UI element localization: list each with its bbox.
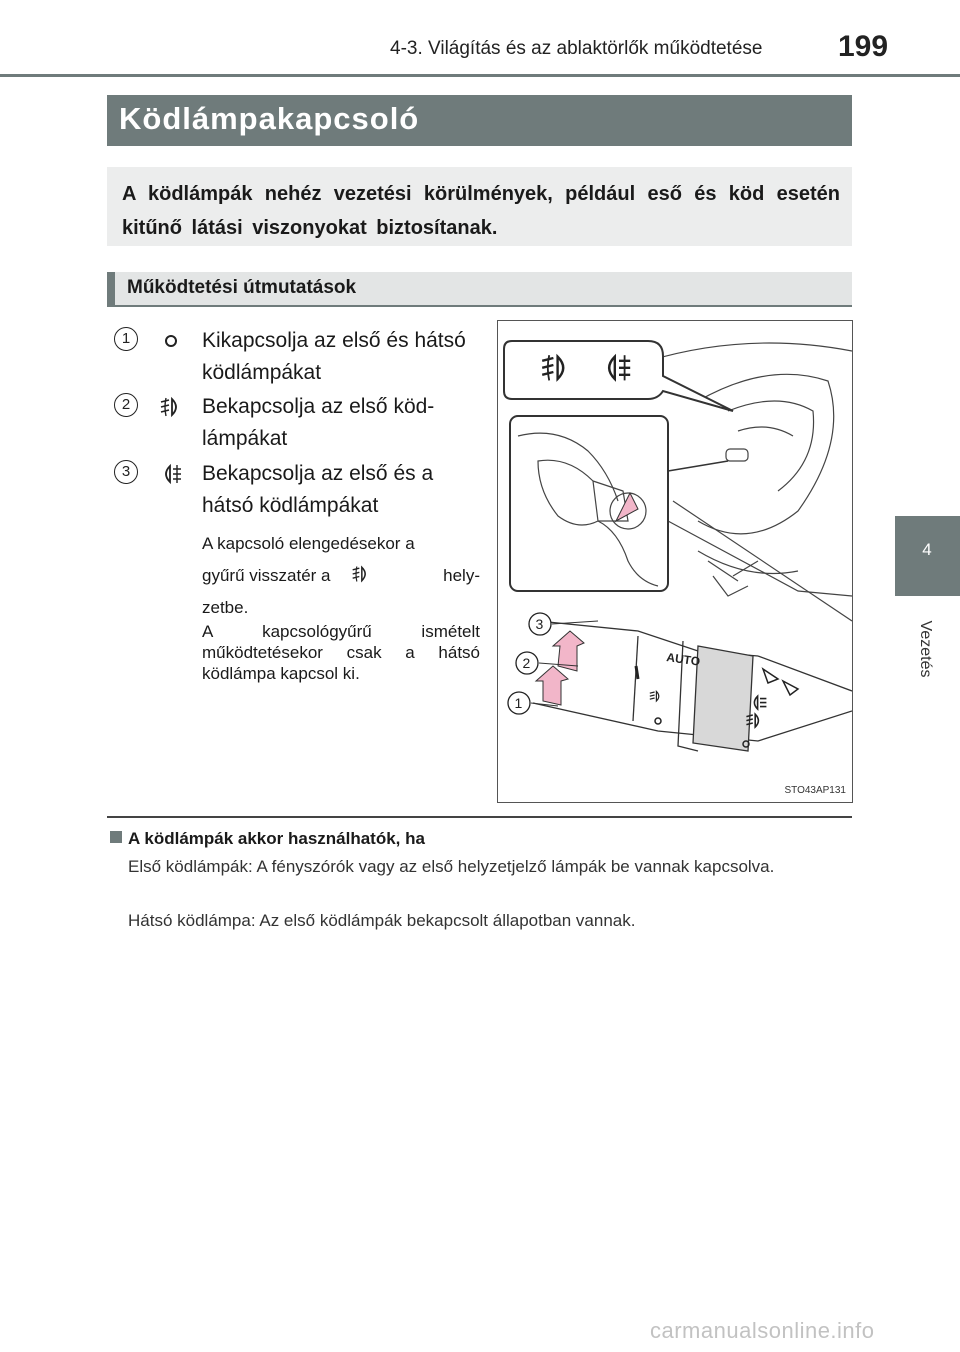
usage-rear: Hátsó ködlámpa: Az első ködlámpák bekapcsolt állapotban vannak. (128, 911, 636, 930)
figure-callout-2: 2 (522, 655, 531, 671)
usage-heading-text: A ködlámpák akkor használhatók, ha (128, 829, 425, 848)
usage-heading (110, 829, 425, 849)
front-fog-lamp-icon (158, 395, 184, 419)
page-number: 199 (838, 30, 889, 63)
note-line-1: A kapcsoló elengedésekor a (202, 534, 415, 553)
instruction-text: Kikapcsolja az első és hátsó ködlámpákat (202, 329, 466, 384)
fog-switch-illustration (497, 320, 853, 803)
figure-callout-1: 1 (514, 695, 523, 711)
header-rule (0, 74, 960, 77)
intro-text: A ködlámpák nehéz vezetési körülmények, például eső és köd esetén kitűnő látási viszonyokat biztosítanak. (122, 183, 840, 239)
chapter-number: 4 (922, 540, 932, 559)
instruction-text: Bekapcsolja az első és a hátsó ködlámpákat (202, 462, 434, 517)
off-circle-icon (158, 329, 184, 353)
instruction-text: Bekapcsolja az első köd-lámpákat (202, 395, 435, 450)
step-number: 2 (114, 393, 138, 417)
note-line-2-end: hely- (443, 566, 480, 585)
heading-accent (107, 272, 115, 305)
watermark: carmanualsonline.info (650, 1318, 875, 1343)
step-number: 3 (114, 460, 138, 484)
note-2: A kapcsológyűrű ismételt működtetésekor csak a hátsó ködlámpa kapcsol ki. (202, 622, 480, 683)
section-title-bar (107, 95, 852, 146)
usage-front: Első ködlámpák: A fényszórók vagy az első helyzetjelző lámpák be vannak kapcsolva. (128, 857, 775, 876)
note-line-2-start: gyűrű visszatér a (202, 566, 331, 585)
note-line-3: zetbe. (202, 598, 249, 617)
running-head: 4-3. Világítás és az ablaktörlők működtetése (390, 38, 763, 59)
note-line-2 (202, 560, 480, 591)
chapter-label: Vezetés (917, 620, 934, 678)
step-number: 1 (114, 327, 138, 351)
illustration-drawing (498, 321, 852, 802)
rear-fog-lamp-icon (158, 462, 184, 486)
square-bullet-icon (110, 831, 122, 843)
section-divider (107, 816, 852, 818)
instructions-heading-bar (107, 272, 852, 307)
auto-label: AUTO (665, 650, 701, 669)
figure-callout-3: 3 (535, 616, 544, 632)
instructions-heading: Működtetési útmutatások (127, 277, 357, 298)
figure-code: STO43AP131 (784, 785, 846, 796)
section-title: Ködlámpakapcsoló (119, 101, 420, 136)
front-fog-lamp-icon (349, 564, 373, 584)
intro-box (107, 167, 852, 246)
